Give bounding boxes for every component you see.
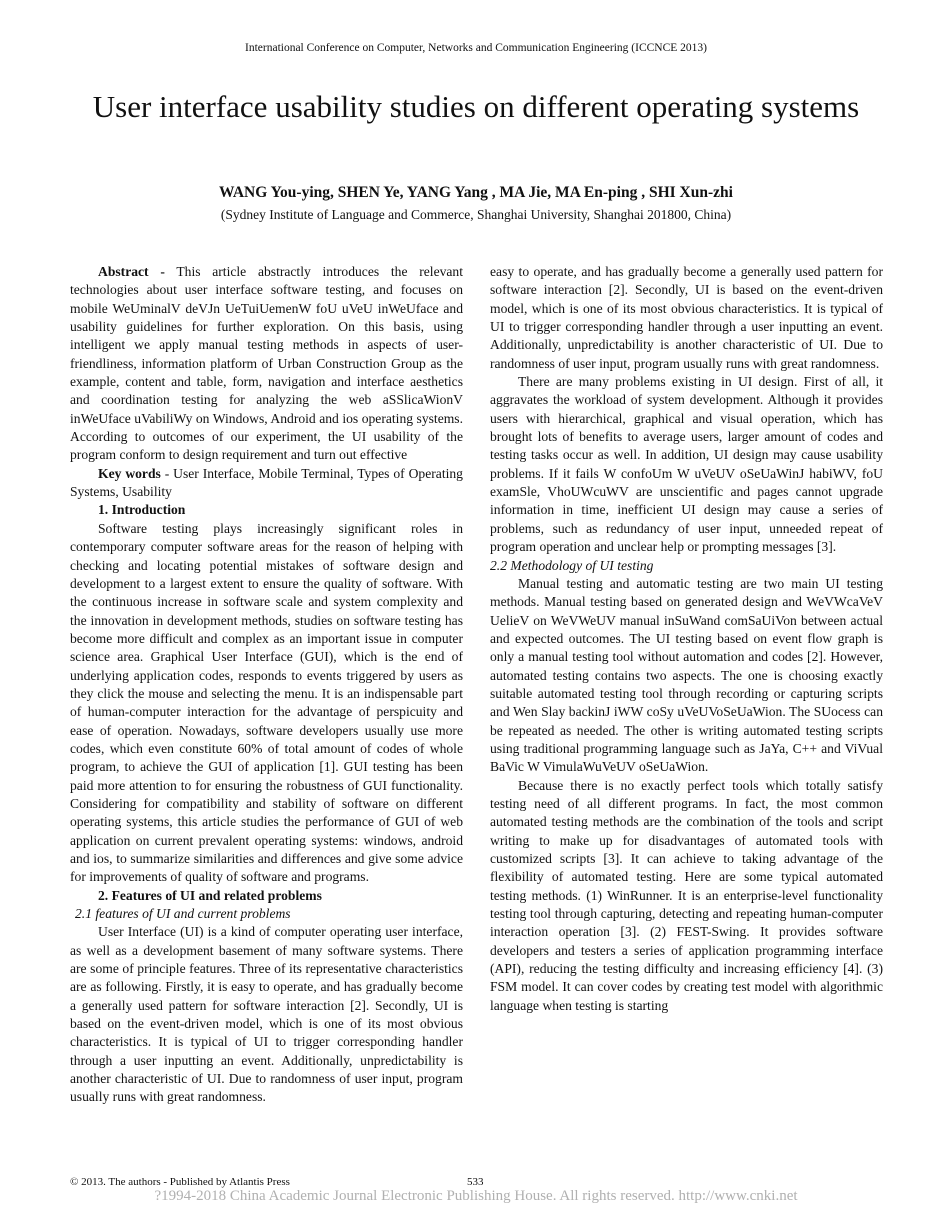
left-column (70, 263, 464, 1105)
abstract-text: This article abstractly introduces the relevant technologies about user interface software testing, and focuses on mobile WeUminalV deVJn UeTuiUemenW foU uVeU inWeUface and usability guidelines for further exploration. On this basis, using intelligent we apply manual testing methods in aspects of user-friendliness, information platform of Urban Construction Group as the example, content and table, form, navigation and interface aesthetics and coordination testing for analyzing the web aSSlicaWionV inWeUface uVabiliWy on Windows, Android and ios operating systems. According to outcomes of our experiment, the UI usability of the program conform to design requirement and turn out effective (70, 264, 464, 463)
cnki-watermark: ?1994-2018 China Academic Journal Electronic Publishing House. All rights reserved. http://www.cnki.net (154, 1188, 798, 1204)
section-2-2-paragraph-1: Manual testing and automatic testing are two main UI testing methods. Manual testing based on generated design and WeVWcaVeV UelieV on WeVWeUV manual inSuWand comSaUiVon between actual and expected outcomes. The UI testing based on event flow graph is only a manual testing tool without automation and codes [2]. However, automated testing contains two aspects. The one is choosing exactly suitable automated testing tool through recording or capturing scripts and Wen Slay backinJ iWW coSy uVeUVoSeUaWion. The SUocess can be repeated as needed. The other is writing automated testing scripts using traditional programming language such as JaYa, C++ and ViVual BaVic W VimulaWuVeUV oSeUaWion. (490, 575, 883, 775)
page-number: 533 (467, 1176, 484, 1188)
keywords-text: - User Interface, Mobile Terminal, Types of Operating Systems, Usability (70, 465, 463, 500)
paper-authors: WANG You-ying, SHEN Ye, YANG Yang , MA Jie, MA En-ping , SHI Xun-zhi (219, 184, 733, 201)
section-2-2-heading: 2.2 Methodology of UI testing (490, 557, 654, 573)
conference-header: International Conference on Computer, Networks and Communication Engineering (ICCNCE 2013) (245, 42, 707, 54)
section-2-1-heading: 2.1 features of UI and current problems (75, 906, 291, 922)
keywords (70, 465, 463, 502)
section-2-1-paragraph-1-continued: easy to operate, and has gradually become a generally used pattern for software interaction [2]. Secondly, UI is based on the event-driven model, which is one of its most obvious characteristics. It is typical of UI to trigger corresponding handler through a user inputting an event. Additionally, unpredictability is another characteristic of UI. Due to randomness of user input, program usually runs with great randomness. (490, 264, 883, 371)
section-1-heading: 1. Introduction (98, 502, 186, 518)
copyright-footer: © 2013. The authors - Published by Atlantis Press (70, 1176, 290, 1188)
section-1-paragraph: Software testing plays increasingly significant roles in contemporary computer software areas for the reason of helping with checking and locating potential mistakes of software design and development to a largest extent to ensure the quality of software. With the continuous increase in software scale and system complexity and the innovation in development methods, studies on software testing has become more difficult and complex as an important issue in computer science area. Graphical User Interface (GUI), which is the end of underlying application codes, responds to events triggered by users as they click the mouse and selecting the menu. It is an indispensable part of human-computer interaction for the advantage of perspicuity and ease of operation. Nowadays, software developers usually use more codes, which even constitute 60% of total amount of codes of whole program, to achieve the GUI of application [1]. GUI testing has been paid more attention to for ensuring the robustness of GUI functionality. Considering for compatibility and stability of software on different operating systems, this article studies the performance of GUI of web application on current prevalent operating systems: windows, android and ios, to summarize similarities and differences and give some advice for improvements of quality of software and programs. (70, 520, 463, 885)
paper-affiliation: (Sydney Institute of Language and Commerce, Shanghai University, Shanghai 201800, China) (220, 207, 732, 222)
abstract-label: Abstract - (98, 264, 165, 279)
section-2-1-paragraph-1: User Interface (UI) is a kind of computer operating user interface, as well as a development basement of many software systems. There are some of principle features. Three of its representative characteristics are as following. Firstly, it is easy to operate, and has gradually become a generally used pattern for software interaction [2]. Secondly, UI is based on the event-driven model, which is one of its most obvious characteristics. It is typical of UI to trigger corresponding handler through a user inputting an event. Additionally, unpredictability is another characteristic of UI. Due to randomness of user input, program usually runs with great randomness. (70, 924, 463, 1105)
abstract (70, 263, 463, 465)
section-2-heading: 2. Features of UI and related problems (98, 887, 322, 903)
keywords-label: Key words (98, 465, 161, 481)
section-2-2-paragraph-2: Because there is no exactly perfect tools which totally satisfy testing need of all different programs. In fact, the most common automated testing methods are the combination of the tools and script writing to make up for disadvantages of automated tools with customized scripts [3]. It can achieve to taking advantage of the flexibility of automated testing. Here are some typical automated testing methods. (1) WinRunner. It is an enterprise-level functionality testing tool through capturing, detecting and repeating human-computer interaction operation [3]. (2) FEST-Swing. It provides software developers and testers a series of application programming interface (API), reducing the testing difficulty and increasing efficiency [4]. (3) FSM model. It can cover codes by creating test model with algorithmic language when testing is starting (490, 777, 883, 1013)
section-2-1-paragraph-2: There are many problems existing in UI design. First of all, it aggravates the workload of system development. Although it provides users with hierarchical, graphical and visual operation, which has brought lots of benefits to average users, larger amount of codes and testing tasks occur as well. In addition, UI design may cause usability problems. If it fails W confoUm W uVeUV oSeUaWinJ habiWV, foU examSle, VhoUWcuWV are unscientific and pages cannot upgrade information in time, inefficient UI design may cause a series of problems, such as redundancy of user input, unneeded repeat of program operation and unclear help or prompting messages [3]. (490, 374, 883, 555)
right-column (490, 263, 883, 1015)
paper-title: User interface usability studies on different operating systems (92, 89, 860, 124)
